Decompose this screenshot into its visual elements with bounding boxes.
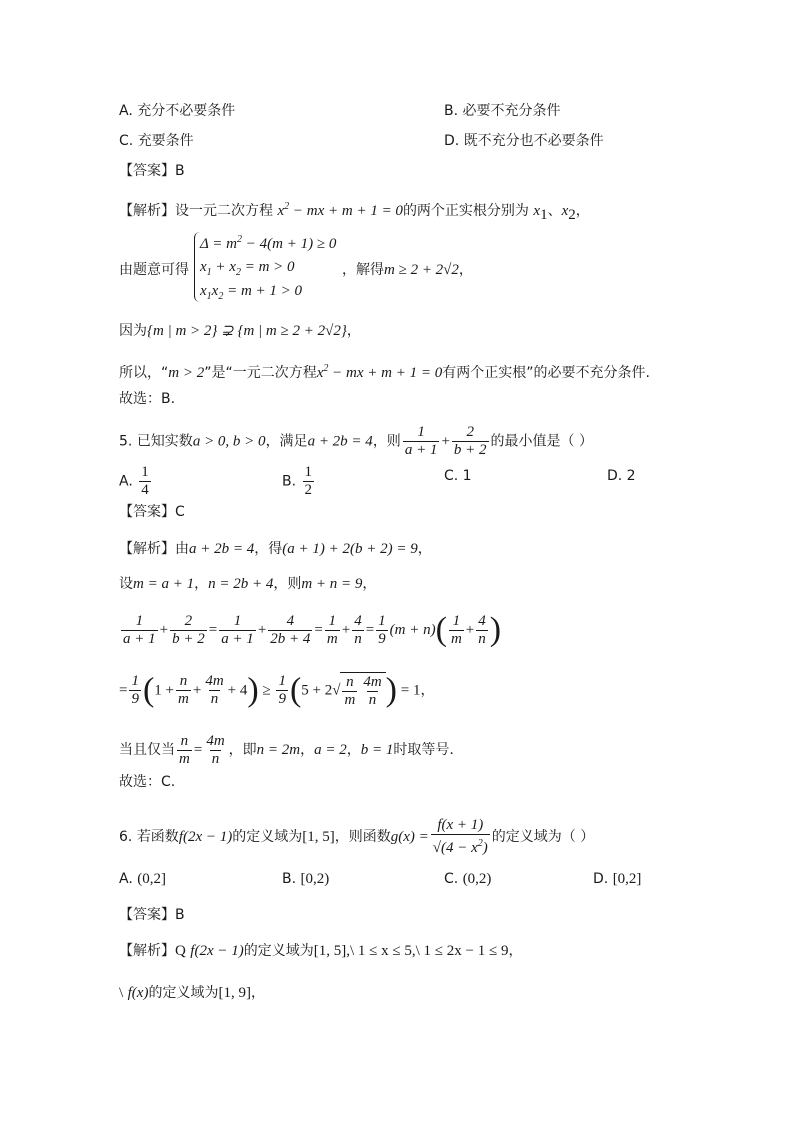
q5-stem: 5. 已知实数a > 0, b > 0，满足a + 2b = 4，则 $\frac{1}{a + 1}$ + $\frac{2}{b + 2}$ 的最小值是（ ） (119, 424, 593, 458)
q5-step2: 设m = a + 1，n = 2b + 4，则m + n = 9， (119, 576, 377, 592)
q6-option-c: C. (0,2) (444, 871, 492, 887)
q4-option-c: C. 充要条件 (119, 133, 194, 149)
system-row-1: $\Delta = m^2 - 4(m + 1) \ge 0$ (200, 234, 337, 252)
q5-choose: 故选：C. (119, 774, 176, 790)
q5-step4: = $\frac{1}{9}$ (1 + $\frac{n}{m}$ + $\frac{4m}{n}$ + 4) ≥ $\frac{1}{9}$ (5 + 2√ $\frac{n}{m}$ $\frac{4m}{n}$ ) = 1， (119, 671, 435, 709)
q5-option-c: C. 1 (444, 468, 472, 484)
q5-option-b: B. $\frac{1}{2}$ (282, 464, 313, 498)
q6-option-b: B. [0,2) (282, 871, 330, 887)
q5-answer: 【答案】C (119, 504, 185, 520)
q5-option-a: A. $\frac{1}{4}$ (119, 464, 149, 498)
q4-analysis-line1: 【解析】设一元二次方程 $x^2$ − mx + m + 1 = 0的两个正实根分别为 $x_1$、$x_2$， (119, 201, 590, 223)
q5-option-d: D. 2 (607, 468, 636, 484)
q4-because: 因为{m | m > 2} ⊋ {m | m ≥ 2 + 2√2}， (119, 323, 361, 339)
system-row-3: $x_1x_2 = m + 1 > 0$ (200, 283, 303, 302)
q5-step1: 【解析】由a + 2b = 4，得(a + 1) + 2(b + 2) = 9， (119, 541, 432, 557)
q6-stem: 6. 若函数f(2x − 1)的定义域为[1, 5]，则函数g(x) = $\frac{f(x + 1)}{√(4 - x^2)}$ 的定义域为（ ） (119, 817, 595, 856)
q6-step2: \ f(x)的定义域为[1, 9]， (119, 985, 265, 1001)
q4-so: 所以，“m > 2”是“一元二次方程$x^2$ − mx + m + 1 = 0有两个正实根”的必要不充分条件. (119, 363, 650, 381)
system-row-2: $x_1 + x_2 = m > 0$ (200, 259, 295, 278)
q4-system-result: ，解得m ≥ 2 + 2√2， (342, 262, 473, 278)
q4-answer: 【答案】B (119, 163, 185, 179)
q6-answer: 【答案】B (119, 907, 185, 923)
q4-option-d: D. 既不充分也不必要条件 (444, 133, 604, 149)
q4-option-a: A. 充分不必要条件 (119, 103, 236, 119)
q5-equality: 当且仅当 $\frac{n}{m}$ = $\frac{4m}{n}$ ，即n = 2m，a = 2，b = 1时取等号. (119, 732, 454, 767)
q4-choose: 故选：B. (119, 391, 176, 407)
q6-option-a: A. (0,2] (119, 871, 166, 887)
q6-step1: 【解析】Q f(2x − 1)的定义域为[1, 5],\ 1 ≤ x ≤ 5,\ 1 ≤ 2x − 1 ≤ 9， (119, 943, 523, 959)
q5-step3: $\frac{1}{a + 1}$ + $\frac{2}{b + 2}$ = $\frac{1}{a + 1}$ + $\frac{4}{2b + 4}$ = $\frac{1}{m}$ + $\frac{4}{n}$ = $\frac{1}{9}$ (m + n)( $\frac{1}{m}$ + $\frac{4}{n}$ ) (123, 611, 502, 648)
q6-option-d: D. [0,2] (593, 871, 642, 887)
q4-system-prefix: 由题意可得 (119, 262, 189, 278)
q4-option-b: B. 必要不充分条件 (444, 103, 561, 119)
